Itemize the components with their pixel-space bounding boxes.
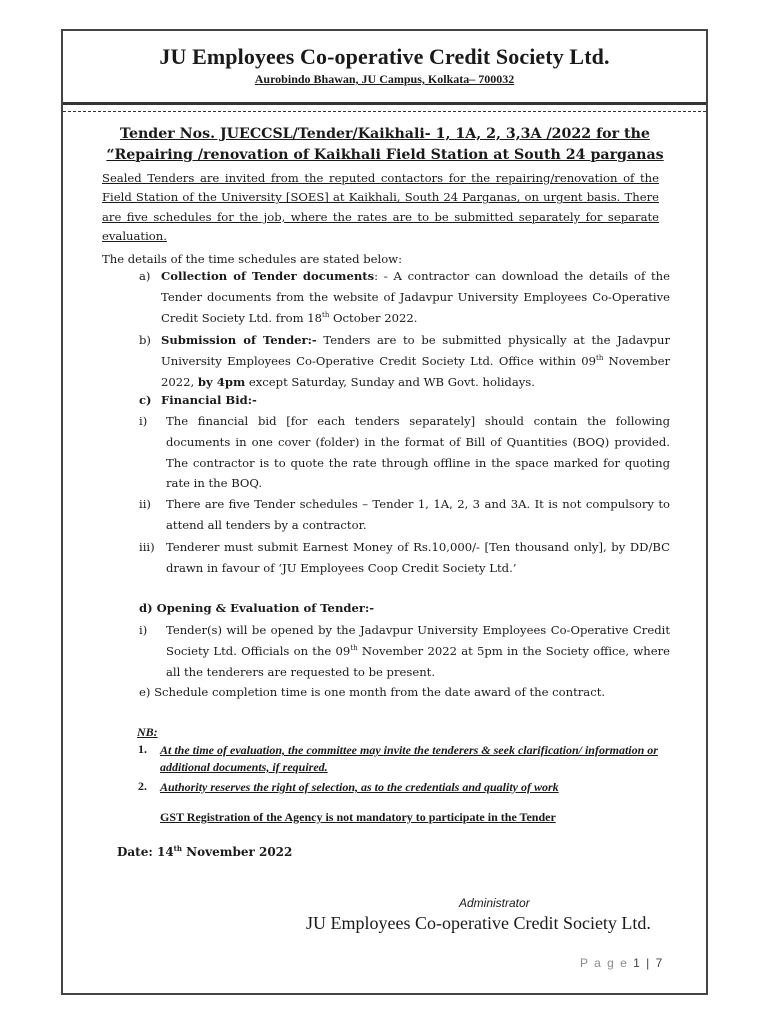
opening-item — [166, 620, 670, 682]
item-b-text: Tenders are to be submitted physically at the Jadavpur University Employees Co-Operative Credit Society Ltd. Office within 09 — [161, 333, 670, 368]
page-number — [580, 956, 664, 970]
financial-item-3-marker: iii) — [139, 540, 155, 554]
opening-item-text: Tender(s) will be opened by the Jadavpur University Employees Co-Operative Credit Society Ltd. Officials on the 09 — [166, 623, 670, 658]
item-a-collection — [161, 266, 670, 328]
opening-item-marker: i) — [139, 623, 148, 637]
issue-date-prefix: Date: 14 — [117, 845, 174, 859]
tender-title-line-1: Tender Nos. JUECCSL/Tender/Kaikhali- 1, 1A, 2, 3,3A /2022 for the — [120, 126, 650, 142]
tender-title — [100, 124, 670, 166]
item-b-submission — [161, 330, 670, 392]
page-count: 1 | 7 — [633, 956, 664, 970]
item-c-marker: c) — [139, 393, 152, 407]
item-b-deadline-time: by 4pm — [197, 374, 246, 389]
issue-date-suffix: November 2022 — [182, 845, 293, 859]
nb-item-1-marker: 1. — [138, 742, 147, 756]
item-a-label: Collection of Tender documents — [161, 269, 375, 283]
details-intro: The details of the time schedules are stated below: — [102, 252, 402, 266]
item-b-label: Submission of Tender:- — [161, 333, 317, 347]
society-address: Aurobindo Bhawan, JU Campus, Kolkata– 700032 — [254, 72, 515, 86]
financial-item-1-marker: i) — [139, 414, 148, 428]
nb-item-2-marker: 2. — [138, 779, 147, 793]
signatory-organization: JU Employees Co-operative Credit Society Ltd. — [306, 913, 651, 933]
opening-evaluation-heading: d) Opening & Evaluation of Tender:- — [139, 601, 375, 615]
issue-date-sup: th — [173, 844, 182, 853]
item-c-label: Financial Bid:- — [161, 393, 257, 407]
item-b-text-mid: November 2022, — [161, 353, 670, 389]
item-a-text-end: October 2022. — [329, 310, 418, 325]
financial-item-1: The financial bid [for each tenders separately] should contain the following documents in one cover (folder) in the format of Bill of Quantities (BOQ) provided. The contractor is to quote the rate through offline in the space marked for quoting rate in the BOQ. — [166, 414, 670, 491]
nb-heading: NB: — [137, 725, 158, 739]
header-divider — [63, 102, 706, 112]
gst-note: GST Registration of the Agency is not mandatory to participate in the Tender — [160, 810, 556, 824]
item-b-sup: th — [596, 353, 604, 362]
nb-item-2: Authority reserves the right of selection, as to the credentials and quality of work — [160, 780, 559, 794]
item-b-marker: b) — [139, 333, 151, 347]
completion-schedule: e) Schedule completion time is one month from the date award of the contract. — [139, 685, 606, 699]
financial-item-2: There are five Tender schedules – Tender 1, 1A, 2, 3 and 3A. It is not compulsory to attend all tenders by a contractor. — [166, 497, 670, 532]
society-name: JU Employees Co-operative Credit Society Ltd. — [159, 44, 610, 69]
signatory-role: Administrator — [459, 896, 530, 910]
opening-item-sup: th — [350, 643, 358, 652]
page-label: P a g e — [580, 956, 629, 970]
issue-date — [117, 845, 292, 859]
nb-item-1: At the time of evaluation, the committee may invite the tenderers & seek clarification/ information or additional documents, if required. — [160, 743, 658, 774]
tender-intro: Sealed Tenders are invited from the reputed contactors for the repairing/renovation of the Field Station of the University [SOES] at Kaikhali, South 24 Parganas, on urgent basis. There are five schedules for the job, where the rates are to be submitted separately for separate evaluation. — [102, 171, 659, 244]
financial-item-3: Tenderer must submit Earnest Money of Rs.10,000/- [Ten thousand only], by DD/BC drawn in favour of ‘JU Employees Coop Credit Society Ltd.’ — [166, 540, 670, 575]
item-a-marker: a) — [139, 269, 151, 283]
financial-item-2-marker: ii) — [139, 497, 151, 511]
item-a-sup: th — [322, 310, 330, 319]
tender-title-line-2: “Repairing /renovation of Kaikhali Field Station at South 24 parganas — [106, 147, 664, 163]
item-b-text-end: except Saturday, Sunday and WB Govt. holidays. — [245, 374, 535, 389]
opening-item-text-end: November 2022 at 5pm in the Society office, where all the tenderers are requested to be present. — [166, 643, 670, 679]
item-a-text: : - A contractor can download the details of the Tender documents from the website of Jadavpur University Employees Co-Operative Credit Society Ltd. from 18 — [161, 269, 670, 325]
